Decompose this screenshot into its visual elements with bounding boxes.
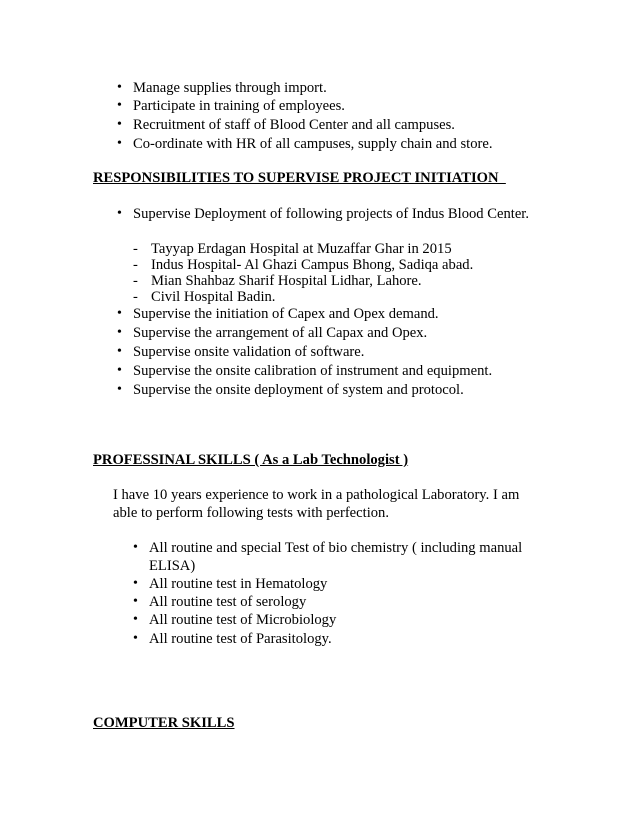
bullet-icon: • [133,612,138,627]
list-item: All routine test of Microbiology [149,612,337,628]
list-item: Supervise onsite validation of software. [133,344,365,360]
list-item: Co-ordinate with HR of all campuses, supply chain and store. [133,136,493,152]
project-item: Mian Shahbaz Sharif Hospital Lidhar, Lahore. [151,273,422,289]
project-item: Tayyap Erdagan Hospital at Muzaffar Ghar in 2015 [151,241,452,257]
list-item: All routine test of serology [149,594,307,610]
list-item-continuation: ELISA) [149,558,196,574]
list-item: Participate in training of employees. [133,98,345,114]
paragraph-line: I have 10 years experience to work in a pathological Laboratory. I am [113,487,520,503]
dash-icon: - [133,257,138,273]
list-item: All routine test of Parasitology. [149,631,332,647]
list-item: Supervise the onsite calibration of instrument and equipment. [133,363,493,379]
bullet-icon: • [117,363,122,378]
bullet-icon: • [117,117,122,132]
bullet-icon: • [117,306,122,321]
list-item: Supervise the onsite deployment of system and protocol. [133,382,464,398]
project-item: Indus Hospital- Al Ghazi Campus Bhong, Sadiqa abad. [151,257,474,273]
bullet-icon: • [117,382,122,397]
list-item: Supervise Deployment of following projects of Indus Blood Center. [133,206,529,222]
bullet-icon: • [117,98,122,113]
bullet-icon: • [133,594,138,609]
list-item: Manage supplies through import. [133,80,327,96]
bullet-icon: • [117,136,122,151]
list-item: Supervise the arrangement of all Capax and Opex. [133,325,428,341]
list-item: All routine test in Hematology [149,576,328,592]
bullet-icon: • [117,344,122,359]
list-item: Recruitment of staff of Blood Center and all campuses. [133,117,455,133]
section-heading-professional-skills: PROFESSINAL SKILLS ( As a Lab Technologist ) [93,452,409,468]
project-item: Civil Hospital Badin. [151,289,276,305]
dash-icon: - [133,273,138,289]
bullet-icon: • [117,206,122,221]
dash-icon: - [133,241,138,257]
dash-icon: - [133,289,138,305]
section-heading-computer-skills: COMPUTER SKILLS [93,715,235,731]
list-item: All routine and special Test of bio chemistry ( including manual [149,540,523,556]
bullet-icon: • [117,80,122,95]
bullet-icon: • [117,325,122,340]
paragraph-line: able to perform following tests with perfection. [113,505,389,521]
bullet-icon: • [133,540,138,555]
section-heading-project-initiation: RESPONSIBILITIES TO SUPERVISE PROJECT INITIATION [93,170,506,186]
bullet-icon: • [133,631,138,646]
list-item: Supervise the initiation of Capex and Opex demand. [133,306,439,322]
bullet-icon: • [133,576,138,591]
